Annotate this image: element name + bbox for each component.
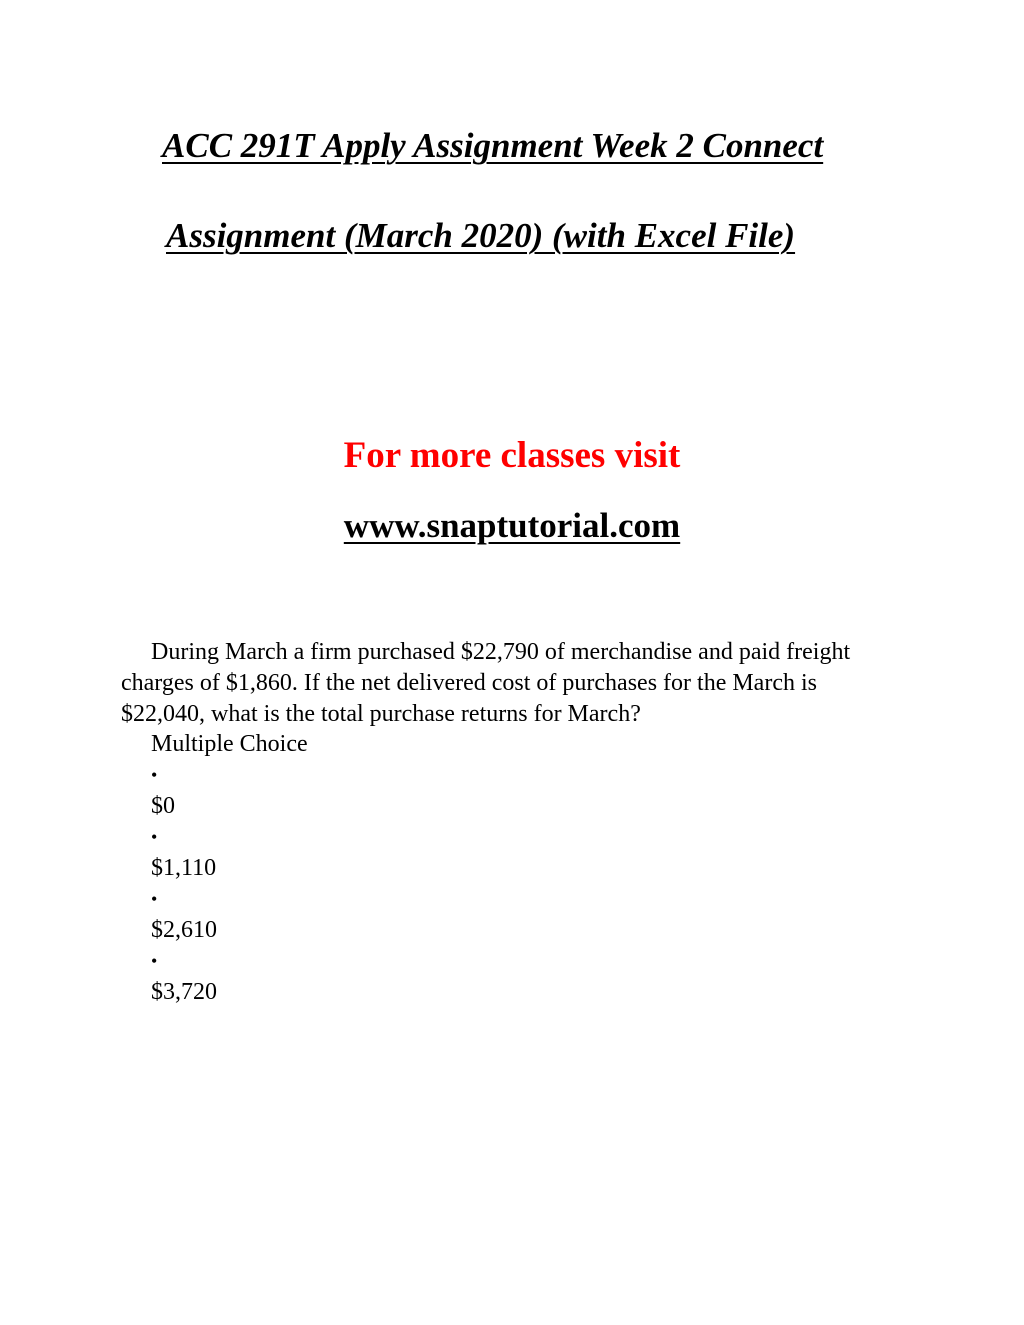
bullet-icon: • <box>151 765 158 785</box>
question-type-label: Multiple Choice <box>151 731 308 757</box>
snaptutorial-link[interactable]: www.snaptutorial.com <box>343 506 681 545</box>
choice-option-3[interactable]: $2,610 <box>151 917 217 943</box>
choice-option-2[interactable]: $1,110 <box>151 855 217 881</box>
bullet-icon: • <box>151 827 158 847</box>
choice-option-1[interactable]: $0 <box>151 793 175 819</box>
document-title-line-2: Assignment (March 2020) (with Excel File) <box>166 216 796 255</box>
choice-option-4[interactable]: $3,720 <box>151 979 217 1005</box>
bullet-icon: • <box>151 951 158 971</box>
question-text: During March a firm purchased $22,790 of merchandise and paid freight charges of $1,860. If the net delivered cost of purchases for the March is $22,040, what is the total purchase returns for March? <box>121 639 851 727</box>
promo-heading: For more classes visit <box>343 435 681 476</box>
bullet-icon: • <box>151 889 158 909</box>
document-title-line-1: ACC 291T Apply Assignment Week 2 Connect <box>162 126 824 165</box>
multiple-choice-list <box>151 729 308 1008</box>
